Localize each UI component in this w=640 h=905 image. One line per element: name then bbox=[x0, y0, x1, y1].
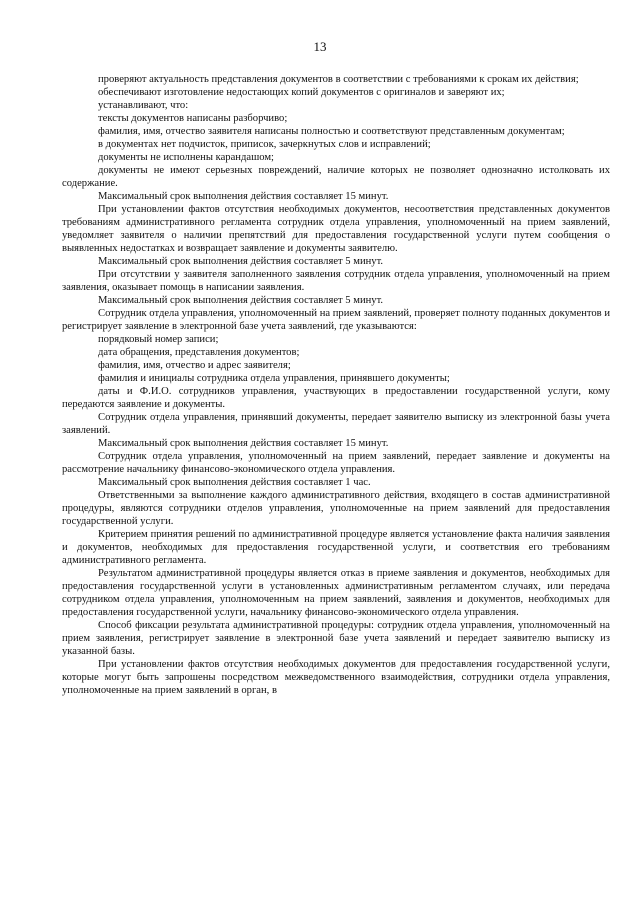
paragraph: Результатом административной процедуры является отказ в приеме заявления и документов, необходимых для предоставления государственной услуги в установленных административным регламентом случаях, или передача сотрудником отдела управления, уполномоченным на прием заявлений, заявления и документов, необходимых для предоставления государственной услуги, начальнику финансово-экономического отдела управления. bbox=[62, 568, 610, 618]
paragraph: Максимальный срок выполнения действия составляет 5 минут. bbox=[98, 256, 384, 267]
paragraph: документы не исполнены карандашом; bbox=[98, 152, 274, 163]
paragraph: тексты документов написаны разборчиво; bbox=[98, 113, 288, 124]
paragraph: При установлении фактов отсутствия необходимых документов, несоответствия представленных документов требованиям административного регламента сотрудник отдела управления, уполномоченный на прием заявлений, уведомляет заявителя о наличии препятствий для предоставления государственной услуги путем сообщения о выявленных недостатках и возвращает заявление и документы заявителю. bbox=[62, 204, 610, 254]
paragraph: Максимальный срок выполнения действия составляет 1 час. bbox=[98, 477, 371, 488]
paragraph: Способ фиксации результата административной процедуры: сотрудник отдела управления, уполномоченный на прием заявления, регистрирует заявление в электронной базе учета заявлений и передает заявителю выписку из указанной базы. bbox=[62, 620, 610, 657]
document-body bbox=[62, 73, 610, 697]
paragraph: Максимальный срок выполнения действия составляет 15 минут. bbox=[98, 191, 389, 202]
paragraph: устанавливают, что: bbox=[98, 100, 189, 111]
paragraph: Максимальный срок выполнения действия составляет 5 минут. bbox=[98, 295, 384, 306]
paragraph: Максимальный срок выполнения действия составляет 15 минут. bbox=[98, 438, 389, 449]
paragraph: дата обращения, представления документов; bbox=[98, 347, 300, 358]
paragraph: Сотрудник отдела управления, принявший документы, передает заявителю выписку из электронной базы учета заявлений. bbox=[62, 412, 610, 436]
paragraph: фамилия, имя, отчество и адрес заявителя; bbox=[98, 360, 291, 371]
paragraph: При установлении фактов отсутствия необходимых документов для предоставления государственной услуги, которые могут быть запрошены посредством межведомственного взаимодействия, сотрудники отдела управления, уполномоченные на прием заявлений в орган, в bbox=[62, 659, 610, 696]
paragraph: При отсутствии у заявителя заполненного заявления сотрудник отдела управления, уполномоченный на прием заявления, оказывает помощь в написании заявления. bbox=[62, 269, 610, 293]
page-number: 13 bbox=[313, 39, 327, 54]
paragraph: Сотрудник отдела управления, уполномоченный на прием заявлений, проверяет полноту поданных документов и регистрирует заявление в электронной базе учета заявлений, где указываются: bbox=[62, 308, 610, 332]
paragraph: даты и Ф.И.О. сотрудников управления, участвующих в предоставлении государственной услуги, кому передаются заявление и документы. bbox=[62, 386, 610, 410]
paragraph: проверяют актуальность представления документов в соответствии с требованиями к срокам их действия; bbox=[98, 74, 579, 85]
paragraph: Сотрудник отдела управления, уполномоченный на прием заявлений, передает заявление и документы на рассмотрение начальнику финансово-экономического отдела управления. bbox=[62, 451, 610, 475]
paragraph: документы не имеют серьезных повреждений, наличие которых не позволяет однозначно истолковать их содержание. bbox=[62, 165, 610, 189]
paragraph: фамилия и инициалы сотрудника отдела управления, принявшего документы; bbox=[98, 373, 450, 384]
paragraph: порядковый номер записи; bbox=[98, 334, 219, 345]
paragraph: Ответственными за выполнение каждого административного действия, входящего в состав административной процедуры, являются сотрудники отделов управления, уполномоченные на прием заявлений для предоставления государственной услуги. bbox=[62, 490, 610, 527]
paragraph: Критерием принятия решений по административной процедуре является установление факта наличия заявления и документов, необходимых для предоставления государственной услуги, и соответствия его требованиям административного регламента. bbox=[62, 529, 610, 566]
paragraph: фамилия, имя, отчество заявителя написаны полностью и соответствуют представленным документам; bbox=[98, 126, 565, 137]
paragraph: обеспечивают изготовление недостающих копий документов с оригиналов и заверяют их; bbox=[98, 87, 505, 98]
paragraph: в документах нет подчисток, приписок, зачеркнутых слов и исправлений; bbox=[98, 139, 431, 150]
